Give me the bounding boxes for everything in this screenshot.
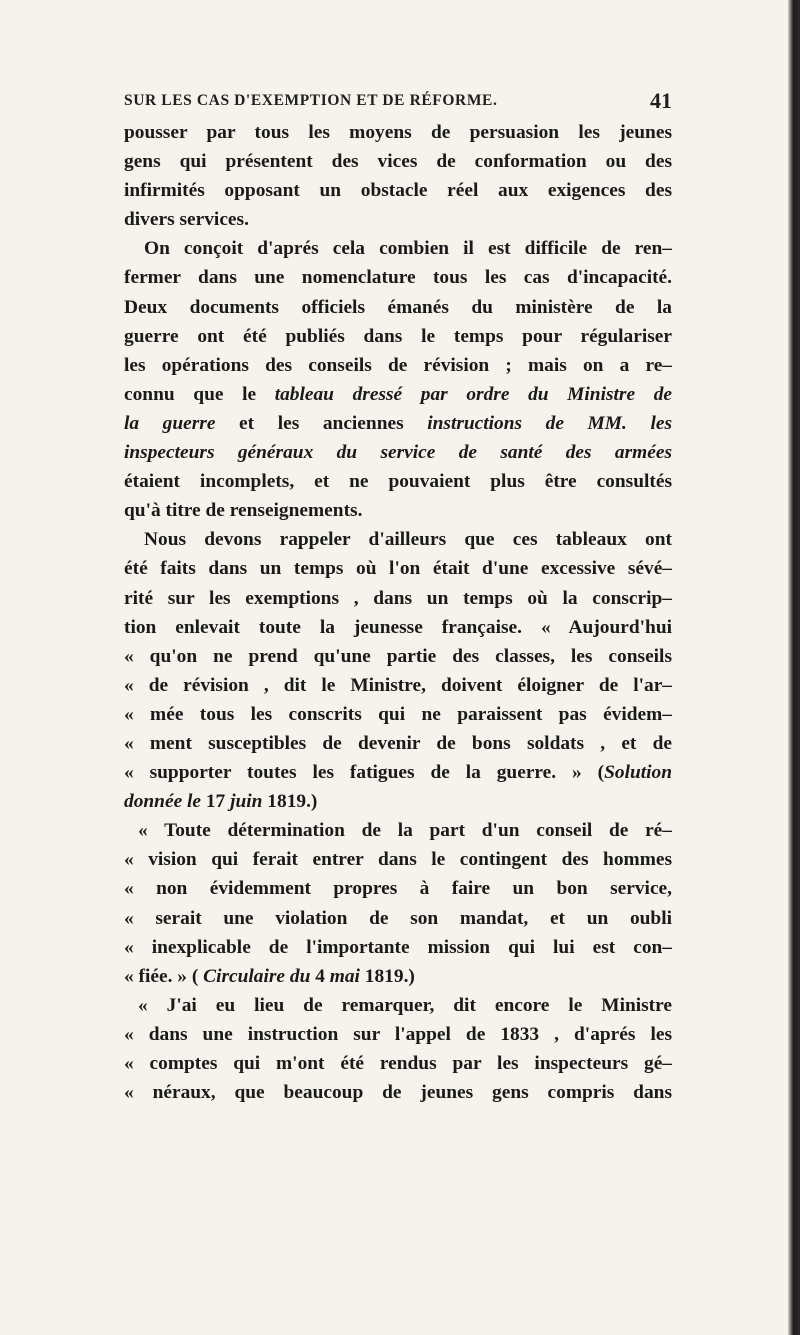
text-line: inspecteurs généraux du service de santé des armées [124, 442, 672, 464]
text-line: « serait une violation de son mandat, et un oubli [124, 907, 672, 929]
text-line: « inexplicable de l'importante mission qui lui est con– [124, 936, 672, 958]
body-text [124, 118, 672, 1107]
text-line: « J'ai eu lieu de remarquer, dit encore le Ministre [138, 994, 672, 1016]
text-line: guerre ont été publiés dans le temps pour régulariser [124, 325, 672, 347]
text-line: infirmités opposant un obstacle réel aux exigences des [124, 180, 672, 202]
text-line: pousser par tous les moyens de persuasion les jeunes [124, 122, 672, 143]
text-line: Nous devons rappeler d'ailleurs que ces tableaux ont [144, 529, 672, 551]
text-line: rité sur les exemptions , dans un temps où la conscrip– [124, 587, 672, 609]
text-line: tion enlevait toute la jeunesse française. « Aujourd'hui [124, 616, 672, 638]
text-line: donnée le 17 juin 1819.) [124, 791, 318, 813]
text-line: étaient incomplets, et ne pouvaient plus être consultés [124, 471, 672, 493]
running-head [124, 88, 672, 120]
text-line: connu que le tableau dressé par ordre du Ministre de [124, 383, 672, 405]
text-line: la guerre et les anciennes instructions de MM. les [124, 412, 672, 434]
text-line: qu'à titre de renseignements. [124, 500, 363, 522]
text-line: « mée tous les conscrits qui ne paraissent pas évidem– [124, 703, 672, 725]
text-line: Deux documents officiels émanés du ministère de la [124, 296, 672, 318]
text-line: « supporter toutes les fatigues de la guerre. » (Solution [124, 762, 672, 784]
page-edge [788, 0, 800, 1335]
text-line: « qu'on ne prend qu'une partie des classes, les conseils [124, 645, 672, 667]
text-line: « de révision , dit le Ministre, doivent éloigner de l'ar– [124, 674, 672, 696]
running-head-title: SUR LES CAS D'EXEMPTION ET DE RÉFORME. [124, 92, 498, 109]
text-line: « néraux, que beaucoup de jeunes gens compris dans [124, 1082, 672, 1104]
text-line: « non évidemment propres à faire un bon service, [124, 878, 672, 900]
text-line: les opérations des conseils de révision ; mais on a re– [124, 354, 672, 376]
text-line: On conçoit d'aprés cela combien il est difficile de ren– [144, 238, 672, 260]
text-line: « fiée. » ( Circulaire du 4 mai 1819.) [124, 965, 415, 987]
text-line: gens qui présentent des vices de conformation ou des [124, 151, 672, 173]
text-line: été faits dans un temps où l'on était d'une excessive sévé– [124, 558, 672, 580]
text-line: fermer dans une nomenclature tous les cas d'incapacité. [124, 267, 672, 289]
text-line: « dans une instruction sur l'appel de 1833 , d'aprés les [124, 1023, 672, 1045]
text-line: « vision qui ferait entrer dans le contingent des hommes [124, 849, 672, 871]
text-line: « comptes qui m'ont été rendus par les inspecteurs gé– [124, 1053, 672, 1074]
text-line: divers services. [124, 209, 249, 231]
page-number: 41 [650, 88, 672, 113]
text-line: « Toute détermination de la part d'un conseil de ré– [138, 820, 672, 842]
text-line: « ment susceptibles de devenir de bons soldats , et de [124, 732, 672, 754]
